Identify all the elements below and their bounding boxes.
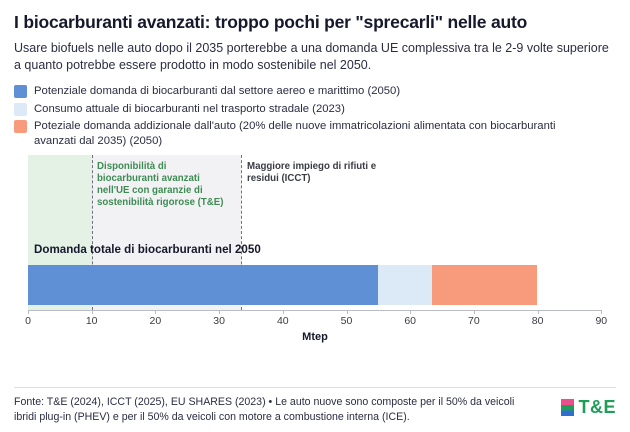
legend-label-current-road: Consumo attuale di biocarburanti nel trasporto stradale (2023) [34, 102, 345, 115]
source-note: Fonte: T&E (2024), ICCT (2025), EU SHARES (2023) • Le auto nuove sono composte per il 50% da veicoli ibridi plug-in (PHEV) e per il 50% da veicoli con motore a combustione interna (ICE). [14, 396, 515, 423]
bar-segment-aviation-maritime [28, 265, 378, 305]
legend-item [14, 84, 616, 99]
x-tick-0: 0 [25, 314, 31, 327]
te-logo-mark-icon [561, 399, 574, 416]
x-tick-80: 80 [531, 314, 544, 327]
chart-area [14, 155, 616, 343]
x-tick-40: 40 [276, 314, 289, 327]
footer [14, 387, 616, 424]
page-subtitle: Usare biofuels nelle auto dopo il 2035 porterebbe a una domanda UE complessiva tra le 2-9 volte superiore a quanto potrebbe essere prodotto in modo sostenibile nel 2050. [14, 41, 609, 72]
te-logo-text: T&E [578, 397, 616, 418]
x-tick-90: 90 [595, 314, 608, 327]
x-tick-20: 20 [149, 314, 162, 327]
legend-item [14, 119, 616, 148]
bar-segment-additional-cars [432, 265, 537, 305]
x-tick-60: 60 [404, 314, 417, 327]
x-tick-10: 10 [85, 314, 98, 327]
legend-swatch-additional-cars [14, 120, 27, 133]
x-tick-70: 70 [468, 314, 480, 327]
annotation-icct: Maggiore impiego di rifiuti e residui (ICCT) [247, 160, 377, 184]
x-tick-30: 30 [213, 314, 225, 327]
x-axis-line [28, 310, 601, 311]
x-tick-50: 50 [340, 314, 353, 327]
legend-label-aviation-maritime: Potenziale domanda di biocarburanti dal settore aereo e marittimo (2050) [34, 84, 401, 97]
legend-label-additional-cars: Poteziale domanda addizionale dall'auto (20% delle nuove immatricolazioni alimentata con biocarburanti avanzati dal 2035) (2050) [34, 120, 556, 147]
x-axis-label: Mtep [302, 330, 328, 343]
te-logo [561, 397, 617, 418]
annotation-te-availability: Disponibilità di biocarburanti avanzati nell'UE con garanzie di sostenibilità rigorose (T&E) [97, 160, 224, 208]
plot-region [28, 155, 601, 310]
page-title: I biocarburanti avanzati: troppo pochi per "sprecarli" nelle auto [14, 12, 528, 32]
stacked-bar-total-demand [28, 265, 537, 305]
bar-label-total-demand: Domanda totale di biocarburanti nel 2050 [34, 242, 261, 256]
chart-legend [14, 84, 616, 149]
legend-item [14, 102, 616, 117]
legend-swatch-aviation-maritime [14, 85, 27, 98]
legend-swatch-current-road [14, 103, 27, 116]
bar-segment-current-road [378, 265, 432, 305]
